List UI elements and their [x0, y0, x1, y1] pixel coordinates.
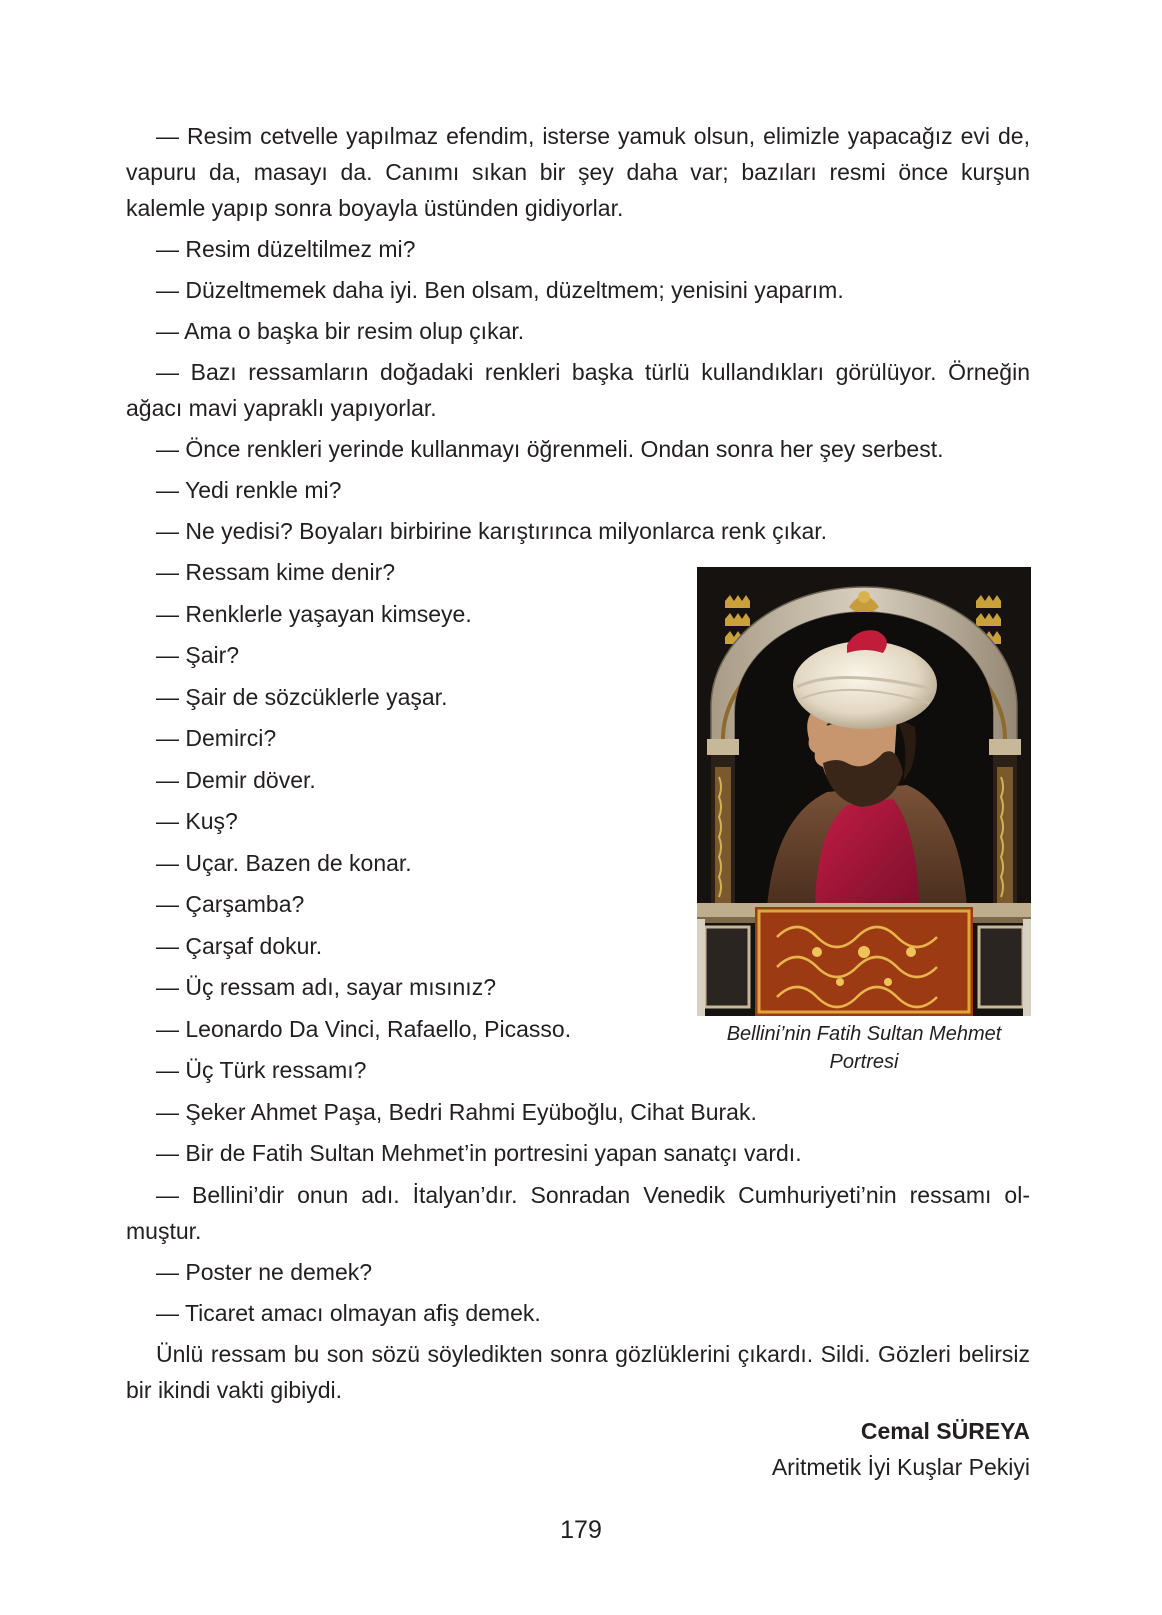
- dialog-line: — Demir döver.: [156, 766, 316, 793]
- dialog-line: — Çarşaf dokur.: [156, 932, 323, 959]
- dialog-line: — Ressam kime denir?: [156, 559, 396, 585]
- paragraph: — Ama o başka bir resim olup çıkar.: [156, 318, 525, 344]
- dialog-line: — Demirci?: [156, 725, 277, 751]
- paragraph: — Ticaret amacı olmayan afiş demek.: [156, 1299, 541, 1326]
- paragraph: — Resim cetvelle yapılmaz efendim, isterse yamuk olsun, elimizle yapacağız evi de, vapuru da, masayı da. Canımı sıkan bir şey daha var; bazıları resmi önce kurşun kalemle yapıp sonra boyayla üstünden gidiyorlar.: [126, 123, 1030, 221]
- dialog-line: — Çarşamba?: [156, 891, 305, 917]
- dialog-line: — Bir de Fatih Sultan Mehmet’in portresini yapan sanatçı vardı.: [156, 1140, 802, 1166]
- dialog-line: — Üç ressam adı, sayar mısınız?: [156, 974, 496, 1000]
- dialog-line: — Kuş?: [156, 808, 238, 834]
- paragraph: Ünlü ressam bu son sözü söyledikten sonra gözlüklerini çıkardı. Sildi. Gözleri belirsiz bir ikindi vakti gibiydi.: [126, 1340, 1030, 1403]
- figure-caption: [697, 1020, 1031, 1076]
- signature: [126, 1413, 1030, 1485]
- dialog-line: — Şair?: [156, 642, 240, 668]
- caption-line: Portresi: [829, 1051, 899, 1073]
- page-number: 179: [560, 1516, 602, 1544]
- caption-line: Bellini’nin Fatih Sultan Mehmet: [726, 1023, 1002, 1045]
- paragraph: — Önce renkleri yerinde kullanmayı öğrenmeli. Ondan sonra her şey serbest.: [156, 436, 944, 462]
- dialog-line: — Renklerle yaşayan kimseye.: [156, 600, 472, 627]
- dialog-line: — Şeker Ahmet Paşa, Bedri Rahmi Eyüboğlu, Cihat Burak.: [156, 1098, 757, 1125]
- paragraph: — Resim düzeltilmez mi?: [156, 236, 416, 262]
- portrait-image: [697, 567, 1031, 1016]
- dialog-line: — Şair de sözcüklerle yaşar.: [156, 683, 448, 710]
- work-title: Aritmetik İyi Kuşlar Pekiyi: [771, 1453, 1030, 1480]
- dialog-line: — Üç Türk ressamı?: [156, 1057, 367, 1083]
- dialog-line: — Leonardo Da Vinci, Rafaello, Picasso.: [156, 1015, 572, 1042]
- paragraph: — Poster ne demek?: [156, 1258, 373, 1285]
- dialog-line: — Uçar. Bazen de konar.: [156, 849, 412, 876]
- author-name: Cemal SÜREYA: [860, 1417, 1030, 1444]
- paragraph: — Bellini’dir onun adı. İtalyan’dır. Sonradan Venedik Cumhuriyeti’nin ressamı ol-muştur.: [126, 1181, 1030, 1244]
- paragraph: — Düzeltmemek daha iyi. Ben olsam, düzeltmem; yenisini yaparım.: [156, 277, 844, 303]
- portrait-figure: [697, 567, 1031, 1076]
- paragraph: — Bazı ressamların doğadaki renkleri başka türlü kullandıkları görülüyor. Örneğin ağacı mavi yapraklı yapıyorlar.: [126, 359, 1030, 421]
- paragraph: — Ne yedisi? Boyaları birbirine karıştırınca milyonlarca renk çıkar.: [156, 518, 828, 544]
- paragraph: — Yedi renkle mi?: [156, 477, 342, 503]
